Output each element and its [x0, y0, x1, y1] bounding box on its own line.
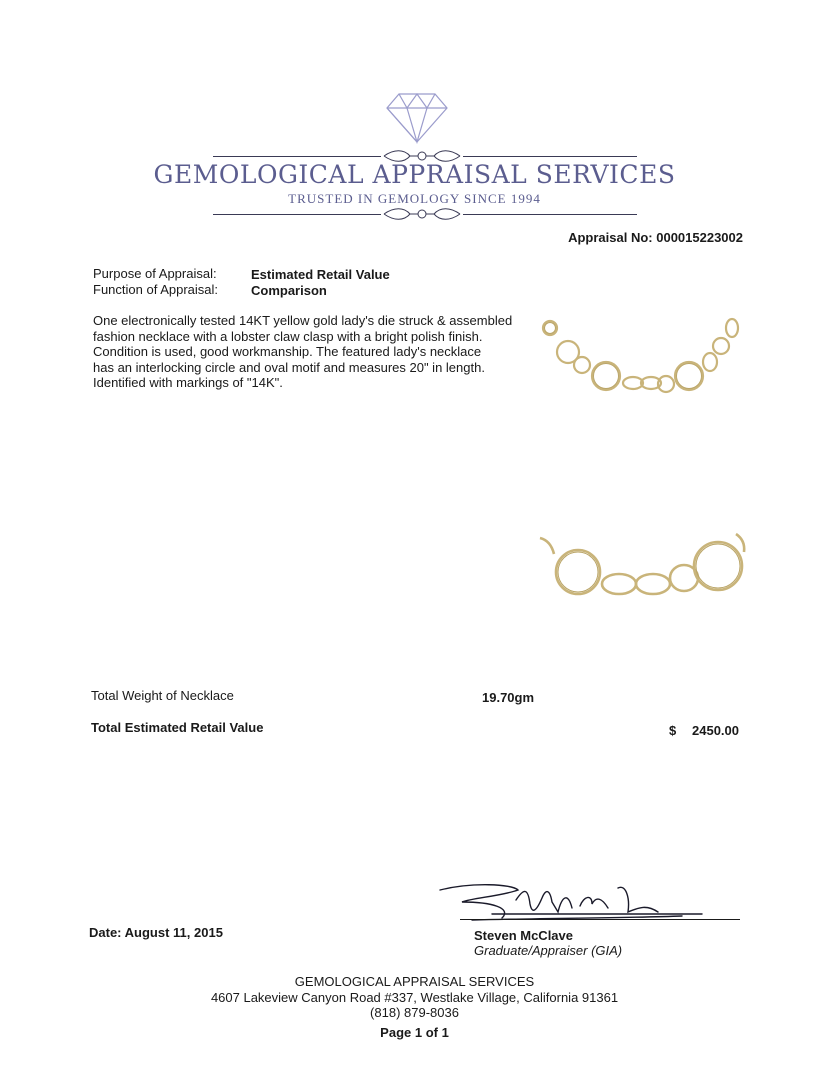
currency-symbol: $ [669, 723, 677, 738]
description-line: Condition is used, good workmanship. The featured lady's necklace [93, 344, 482, 359]
top-rule-left [213, 156, 381, 157]
function-value: Comparison [251, 283, 327, 298]
appraisal-number [568, 230, 743, 245]
appraisal-no-value: 000015223002 [656, 230, 743, 245]
necklace-photo-closeup [538, 528, 748, 608]
diamond-icon [385, 92, 449, 144]
footer-address: 4607 Lakeview Canyon Road #337, Westlake Village, California 91361 [210, 990, 619, 1005]
retail-value-amount: 2450.00 [692, 723, 739, 738]
weight-label: Total Weight of Necklace [91, 688, 234, 703]
footer-phone: (818) 879-8036 [370, 1005, 459, 1020]
bottom-rule-right [463, 214, 637, 215]
signature-line [460, 919, 740, 920]
function-label: Function of Appraisal: [93, 282, 219, 297]
purpose-label: Purpose of Appraisal: [93, 266, 217, 281]
flourish-ornament-icon-bottom [382, 205, 462, 223]
company-name: GEMOLOGICAL APPRAISAL SERVICES [153, 160, 676, 189]
footer-company: GEMOLOGICAL APPRAISAL SERVICES [294, 974, 535, 989]
appraiser-name: Steven McClave [474, 928, 573, 943]
tagline: TRUSTED IN GEMOLOGY SINCE 1994 [288, 191, 541, 206]
page-number: Page 1 of 1 [380, 1025, 449, 1040]
top-rule-right [463, 156, 637, 157]
appraiser-title: Graduate/Appraiser (GIA) [474, 943, 623, 958]
bottom-rule-left [213, 214, 381, 215]
description-line: Identified with markings of "14K". [93, 375, 283, 390]
date-label: Date: [89, 925, 122, 940]
retail-value-label: Total Estimated Retail Value [91, 720, 264, 735]
purpose-value: Estimated Retail Value [251, 267, 390, 282]
date [89, 925, 223, 940]
appraisal-no-label: Appraisal No: [568, 230, 653, 245]
description-line: has an interlocking circle and oval motif and measures 20" in length. [93, 359, 485, 375]
item-description [93, 313, 543, 391]
date-value: August 11, 2015 [124, 925, 223, 940]
description-line: One electronically tested 14KT yellow gold lady's die struck & assembled [93, 313, 513, 328]
weight-value: 19.70gm [482, 690, 535, 705]
description-line: fashion necklace with a lobster claw clasp with a bright polish finish. [93, 328, 483, 344]
necklace-photo [538, 310, 748, 400]
